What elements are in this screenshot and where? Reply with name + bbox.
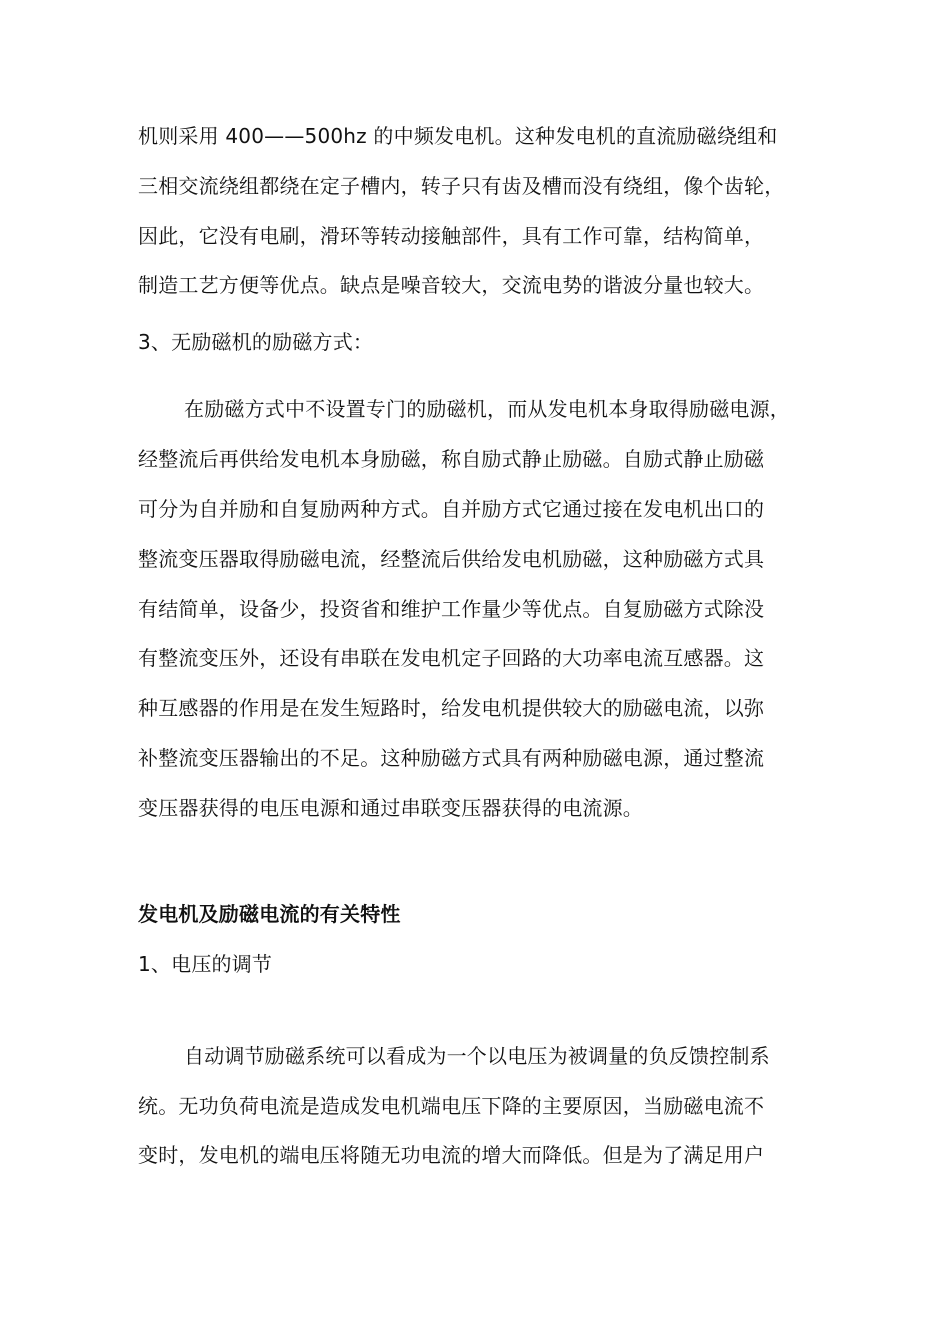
heading-voltage-regulation: 1、电压的调节 [138,952,273,976]
paragraph-2-line-4: 整流变压器取得励磁电流，经整流后供给发电机励磁，这种励磁方式具 [138,547,765,571]
paragraph-3-line-1: 自动调节励磁系统可以看成为一个以电压为被调量的负反馈控制系 [184,1044,770,1068]
paragraph-1-line-2: 三相交流绕组都绕在定子槽内，转子只有齿及槽而没有绕组，像个齿轮， [138,174,785,198]
paragraph-2-line-8: 补整流变压器输出的不足。这种励磁方式具有两种励磁电源，通过整流 [138,746,765,770]
paragraph-2-line-3: 可分为自并励和自复励两种方式。自并励方式它通过接在发电机出口的 [138,497,765,521]
section-title: 发电机及励磁电流的有关特性 [138,902,401,926]
paragraph-1-line-3: 因此，它没有电刷，滑环等转动接触部件，具有工作可靠，结构简单， [138,224,765,248]
heading-excitation-method: 3、无励磁机的励磁方式： [138,330,374,354]
paragraph-3-line-3: 变时，发电机的端电压将随无功电流的增大而降低。但是为了满足用户 [138,1143,765,1167]
paragraph-2-line-6: 有整流变压外，还设有串联在发电机定子回路的大功率电流互感器。这 [138,646,765,670]
paragraph-2-line-7: 种互感器的作用是在发生短路时，给发电机提供较大的励磁电流，以弥 [138,696,765,720]
paragraph-2-line-9: 变压器获得的电压电源和通过串联变压器获得的电流源。 [138,796,643,820]
paragraph-2-line-2: 经整流后再供给发电机本身励磁，称自励式静止励磁。自励式静止励磁 [138,447,765,471]
paragraph-1-line-1: 机则采用 400——500hz 的中频发电机。这种发电机的直流励磁绕组和 [138,124,778,148]
paragraph-2-line-1: 在励磁方式中不设置专门的励磁机，而从发电机本身取得励磁电源， [184,397,790,421]
paragraph-3-line-2: 统。无功负荷电流是造成发电机端电压下降的主要原因，当励磁电流不 [138,1094,765,1118]
paragraph-2-line-5: 有结简单，设备少，投资省和维护工作量少等优点。自复励磁方式除没 [138,597,765,621]
paragraph-1-line-4: 制造工艺方便等优点。缺点是噪音较大，交流电势的谐波分量也较大。 [138,273,765,297]
